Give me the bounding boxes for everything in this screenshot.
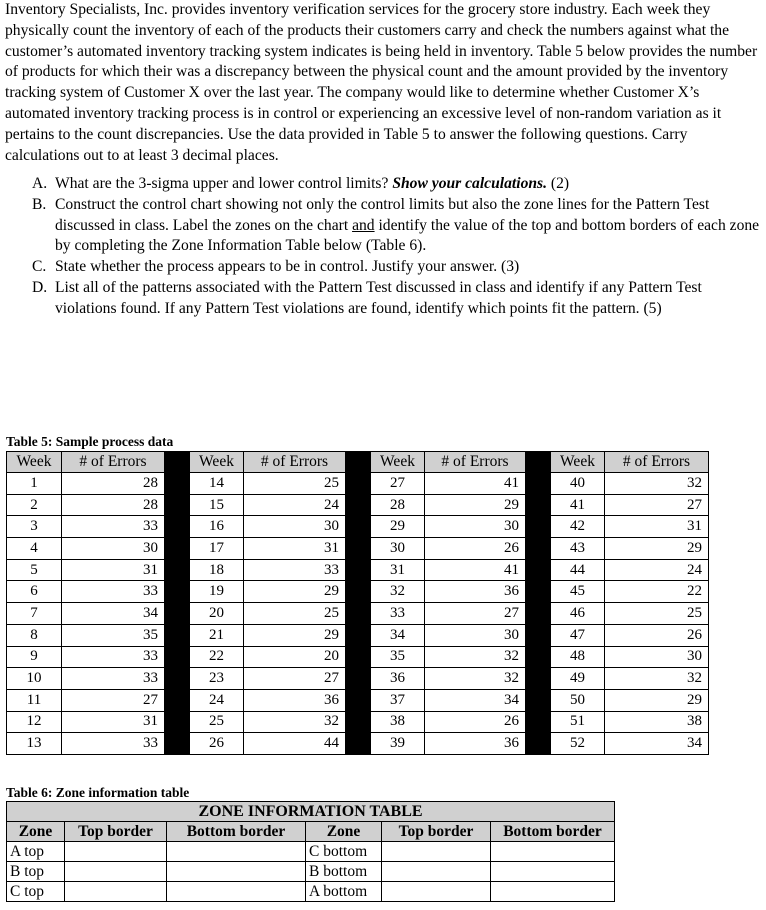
week-cell: 52 bbox=[551, 733, 605, 755]
column-separator bbox=[346, 668, 371, 690]
week-cell: 15 bbox=[190, 494, 244, 516]
errors-cell: 33 bbox=[62, 581, 165, 603]
column-separator bbox=[165, 689, 190, 711]
column-separator bbox=[346, 733, 371, 755]
week-cell: 7 bbox=[7, 603, 62, 625]
week-cell: 19 bbox=[190, 581, 244, 603]
column-separator bbox=[526, 452, 551, 473]
week-cell: 27 bbox=[371, 473, 425, 495]
errors-cell: 26 bbox=[605, 624, 709, 646]
bottom-border-header: Bottom border bbox=[167, 822, 306, 842]
week-cell: 10 bbox=[7, 668, 62, 690]
week-cell: 32 bbox=[371, 581, 425, 603]
question-text: What are the 3-sigma upper and lower control limits? bbox=[55, 175, 393, 192]
question-emphasis: Show your calculations. bbox=[392, 175, 548, 192]
question-d bbox=[0, 278, 766, 320]
errors-cell: 44 bbox=[244, 733, 346, 755]
column-separator bbox=[165, 538, 190, 560]
bottom-border-cell[interactable] bbox=[167, 842, 306, 862]
week-cell: 17 bbox=[190, 538, 244, 560]
week-cell: 1 bbox=[7, 473, 62, 495]
errors-cell: 32 bbox=[605, 668, 709, 690]
zone-information-table bbox=[6, 801, 615, 902]
column-separator bbox=[346, 516, 371, 538]
zone-header: Zone bbox=[7, 822, 65, 842]
bottom-border-cell[interactable] bbox=[491, 862, 615, 882]
zone-row bbox=[7, 862, 615, 882]
week-cell: 18 bbox=[190, 559, 244, 581]
column-separator bbox=[165, 473, 190, 495]
zone-label: B bottom bbox=[306, 862, 382, 882]
sample-process-data-table bbox=[6, 451, 709, 755]
intro-paragraph: Inventory Specialists, Inc. provides inventory verification services for the grocery store industry. Each week they physically count the inventory of each of the products their customers carry and check the numbers against what the customer’s automated inventory tracking system indicates is being held in inventory. Table 5 below provides the number of products for which their was a discrepancy between the physical count and the amount provided by the inventory tracking system of Customer X over the last year. The company would like to determine whether Customer X’s automated inventory tracking process is in control or experiencing an excessive level of non-random variation as it pertains to the count discrepancies. Use the data provided in Table 5 to answer the following questions. Carry calculations out to at least 3 decimal places. bbox=[5, 1, 758, 164]
question-letter: B. bbox=[32, 195, 47, 213]
errors-cell: 24 bbox=[605, 559, 709, 581]
column-separator bbox=[346, 624, 371, 646]
column-separator bbox=[526, 538, 551, 560]
errors-cell: 41 bbox=[425, 473, 526, 495]
errors-cell: 25 bbox=[244, 473, 346, 495]
top-border-header: Top border bbox=[65, 822, 167, 842]
column-separator bbox=[165, 603, 190, 625]
errors-cell: 33 bbox=[62, 733, 165, 755]
question-letter: D. bbox=[32, 278, 48, 296]
zone-row bbox=[7, 882, 615, 902]
week-cell: 11 bbox=[7, 689, 62, 711]
week-cell: 40 bbox=[551, 473, 605, 495]
zone-row bbox=[7, 842, 615, 862]
week-cell: 41 bbox=[551, 494, 605, 516]
errors-cell: 34 bbox=[605, 733, 709, 755]
errors-cell: 30 bbox=[425, 516, 526, 538]
column-separator bbox=[526, 559, 551, 581]
week-cell: 43 bbox=[551, 538, 605, 560]
table-row bbox=[7, 733, 709, 755]
week-cell: 26 bbox=[190, 733, 244, 755]
table-row bbox=[7, 581, 709, 603]
column-separator bbox=[526, 711, 551, 733]
column-separator bbox=[165, 516, 190, 538]
errors-cell: 31 bbox=[605, 516, 709, 538]
table-row bbox=[7, 646, 709, 668]
column-separator bbox=[165, 668, 190, 690]
errors-cell: 29 bbox=[244, 624, 346, 646]
table-row bbox=[7, 473, 709, 495]
column-separator bbox=[165, 494, 190, 516]
top-border-cell[interactable] bbox=[65, 862, 167, 882]
errors-cell: 30 bbox=[62, 538, 165, 560]
table5-body bbox=[7, 473, 709, 755]
question-a bbox=[0, 174, 766, 195]
column-separator bbox=[526, 494, 551, 516]
week-cell: 48 bbox=[551, 646, 605, 668]
column-separator bbox=[526, 581, 551, 603]
question-b bbox=[0, 195, 766, 257]
errors-cell: 29 bbox=[605, 689, 709, 711]
errors-cell: 29 bbox=[605, 538, 709, 560]
top-border-header: Top border bbox=[382, 822, 491, 842]
errors-cell: 31 bbox=[244, 538, 346, 560]
errors-cell: 26 bbox=[425, 711, 526, 733]
question-letter: C. bbox=[32, 258, 47, 276]
column-separator bbox=[346, 494, 371, 516]
table-row bbox=[7, 711, 709, 733]
week-cell: 42 bbox=[551, 516, 605, 538]
top-border-cell[interactable] bbox=[382, 862, 491, 882]
week-cell: 28 bbox=[371, 494, 425, 516]
top-border-cell[interactable] bbox=[382, 882, 491, 902]
column-separator bbox=[165, 711, 190, 733]
column-separator bbox=[165, 452, 190, 473]
week-cell: 36 bbox=[371, 668, 425, 690]
errors-cell: 24 bbox=[244, 494, 346, 516]
column-separator bbox=[526, 733, 551, 755]
column-separator bbox=[526, 668, 551, 690]
week-cell: 21 bbox=[190, 624, 244, 646]
errors-cell: 30 bbox=[244, 516, 346, 538]
errors-cell: 36 bbox=[244, 689, 346, 711]
column-separator bbox=[346, 538, 371, 560]
errors-cell: 20 bbox=[244, 646, 346, 668]
week-cell: 39 bbox=[371, 733, 425, 755]
errors-cell: 32 bbox=[425, 646, 526, 668]
question-points: (2) bbox=[547, 175, 570, 192]
week-header: Week bbox=[551, 452, 605, 473]
week-header: Week bbox=[190, 452, 244, 473]
errors-cell: 27 bbox=[425, 603, 526, 625]
table6-caption: Table 6: Zone information table bbox=[6, 785, 190, 800]
bottom-border-cell[interactable] bbox=[167, 882, 306, 902]
column-separator bbox=[165, 624, 190, 646]
errors-cell: 27 bbox=[62, 689, 165, 711]
table-row bbox=[7, 603, 709, 625]
errors-cell: 33 bbox=[244, 559, 346, 581]
errors-cell: 33 bbox=[62, 668, 165, 690]
week-header: Week bbox=[371, 452, 425, 473]
question-underline: and bbox=[352, 216, 375, 234]
column-separator bbox=[346, 452, 371, 473]
week-cell: 45 bbox=[551, 581, 605, 603]
errors-cell: 26 bbox=[425, 538, 526, 560]
top-border-cell[interactable] bbox=[382, 842, 491, 862]
week-cell: 30 bbox=[371, 538, 425, 560]
question-letter: A. bbox=[32, 175, 48, 192]
table-row bbox=[7, 559, 709, 581]
errors-cell: 34 bbox=[425, 689, 526, 711]
errors-cell: 33 bbox=[62, 516, 165, 538]
errors-header: # of Errors bbox=[244, 452, 346, 473]
column-separator bbox=[526, 689, 551, 711]
errors-cell: 41 bbox=[425, 559, 526, 581]
errors-cell: 38 bbox=[605, 711, 709, 733]
column-separator bbox=[346, 603, 371, 625]
column-separator bbox=[526, 603, 551, 625]
errors-cell: 30 bbox=[605, 646, 709, 668]
week-cell: 50 bbox=[551, 689, 605, 711]
week-cell: 8 bbox=[7, 624, 62, 646]
errors-cell: 27 bbox=[244, 668, 346, 690]
week-cell: 37 bbox=[371, 689, 425, 711]
week-cell: 25 bbox=[190, 711, 244, 733]
bottom-border-cell[interactable] bbox=[491, 842, 615, 862]
errors-cell: 35 bbox=[62, 624, 165, 646]
zone-table-title: ZONE INFORMATION TABLE bbox=[7, 802, 615, 822]
week-cell: 51 bbox=[551, 711, 605, 733]
table-row bbox=[7, 689, 709, 711]
errors-cell: 25 bbox=[244, 603, 346, 625]
table6-title-row bbox=[7, 802, 615, 822]
zone-header: Zone bbox=[306, 822, 382, 842]
week-cell: 2 bbox=[7, 494, 62, 516]
week-cell: 31 bbox=[371, 559, 425, 581]
top-border-cell[interactable] bbox=[65, 882, 167, 902]
zone-label: C top bbox=[7, 882, 65, 902]
zone-label: C bottom bbox=[306, 842, 382, 862]
bottom-border-cell[interactable] bbox=[491, 882, 615, 902]
errors-cell: 25 bbox=[605, 603, 709, 625]
zone-label: A top bbox=[7, 842, 65, 862]
week-cell: 29 bbox=[371, 516, 425, 538]
week-cell: 12 bbox=[7, 711, 62, 733]
errors-cell: 27 bbox=[605, 494, 709, 516]
errors-header: # of Errors bbox=[62, 452, 165, 473]
week-cell: 38 bbox=[371, 711, 425, 733]
column-separator bbox=[526, 473, 551, 495]
errors-cell: 28 bbox=[62, 473, 165, 495]
question-list bbox=[0, 174, 766, 320]
column-separator bbox=[165, 559, 190, 581]
errors-cell: 32 bbox=[425, 668, 526, 690]
column-separator bbox=[526, 516, 551, 538]
errors-cell: 31 bbox=[62, 559, 165, 581]
table6-header-row bbox=[7, 822, 615, 842]
errors-cell: 31 bbox=[62, 711, 165, 733]
question-text-end: identify the value of the top and bottom borders of each zone by completing the Zone Information Table below (Table 6). bbox=[55, 216, 760, 255]
week-cell: 14 bbox=[190, 473, 244, 495]
week-cell: 9 bbox=[7, 646, 62, 668]
question-text: Construct the control chart showing not only the control limits but also the zone lines for the Pattern Test discussed in class. Label the zones on the chart bbox=[55, 195, 710, 234]
week-cell: 46 bbox=[551, 603, 605, 625]
column-separator bbox=[165, 581, 190, 603]
errors-cell: 28 bbox=[62, 494, 165, 516]
errors-cell: 36 bbox=[425, 733, 526, 755]
errors-cell: 30 bbox=[425, 624, 526, 646]
table-row bbox=[7, 668, 709, 690]
column-separator bbox=[165, 733, 190, 755]
errors-cell: 34 bbox=[62, 603, 165, 625]
errors-cell: 29 bbox=[425, 494, 526, 516]
week-cell: 5 bbox=[7, 559, 62, 581]
column-separator bbox=[346, 559, 371, 581]
week-cell: 20 bbox=[190, 603, 244, 625]
week-header: Week bbox=[7, 452, 62, 473]
table-row bbox=[7, 624, 709, 646]
column-separator bbox=[346, 581, 371, 603]
errors-cell: 32 bbox=[244, 711, 346, 733]
question-c bbox=[0, 257, 766, 278]
week-cell: 44 bbox=[551, 559, 605, 581]
table5-caption: Table 5: Sample process data bbox=[6, 434, 174, 449]
week-cell: 6 bbox=[7, 581, 62, 603]
table-row bbox=[7, 538, 709, 560]
table5-header-row bbox=[7, 452, 709, 473]
top-border-cell[interactable] bbox=[65, 842, 167, 862]
column-separator bbox=[526, 646, 551, 668]
errors-cell: 33 bbox=[62, 646, 165, 668]
week-cell: 49 bbox=[551, 668, 605, 690]
errors-cell: 32 bbox=[605, 473, 709, 495]
errors-header: # of Errors bbox=[605, 452, 709, 473]
bottom-border-header: Bottom border bbox=[491, 822, 615, 842]
week-cell: 23 bbox=[190, 668, 244, 690]
column-separator bbox=[346, 689, 371, 711]
week-cell: 4 bbox=[7, 538, 62, 560]
table-row bbox=[7, 494, 709, 516]
week-cell: 13 bbox=[7, 733, 62, 755]
column-separator bbox=[526, 624, 551, 646]
zone-label: B top bbox=[7, 862, 65, 882]
column-separator bbox=[346, 473, 371, 495]
zone-label: A bottom bbox=[306, 882, 382, 902]
question-text: State whether the process appears to be in control. Justify your answer. (3) bbox=[55, 258, 520, 276]
errors-cell: 22 bbox=[605, 581, 709, 603]
week-cell: 47 bbox=[551, 624, 605, 646]
errors-cell: 36 bbox=[425, 581, 526, 603]
table-row bbox=[7, 516, 709, 538]
week-cell: 16 bbox=[190, 516, 244, 538]
column-separator bbox=[346, 711, 371, 733]
week-cell: 33 bbox=[371, 603, 425, 625]
errors-header: # of Errors bbox=[425, 452, 526, 473]
column-separator bbox=[346, 646, 371, 668]
errors-cell: 29 bbox=[244, 581, 346, 603]
week-cell: 3 bbox=[7, 516, 62, 538]
column-separator bbox=[165, 646, 190, 668]
week-cell: 34 bbox=[371, 624, 425, 646]
bottom-border-cell[interactable] bbox=[167, 862, 306, 882]
week-cell: 24 bbox=[190, 689, 244, 711]
week-cell: 22 bbox=[190, 646, 244, 668]
week-cell: 35 bbox=[371, 646, 425, 668]
question-text: List all of the patterns associated with the Pattern Test discussed in class and identify if any Pattern Test violations found. If any Pattern Test violations are found, identify which points fit the pattern. (5) bbox=[55, 278, 702, 317]
